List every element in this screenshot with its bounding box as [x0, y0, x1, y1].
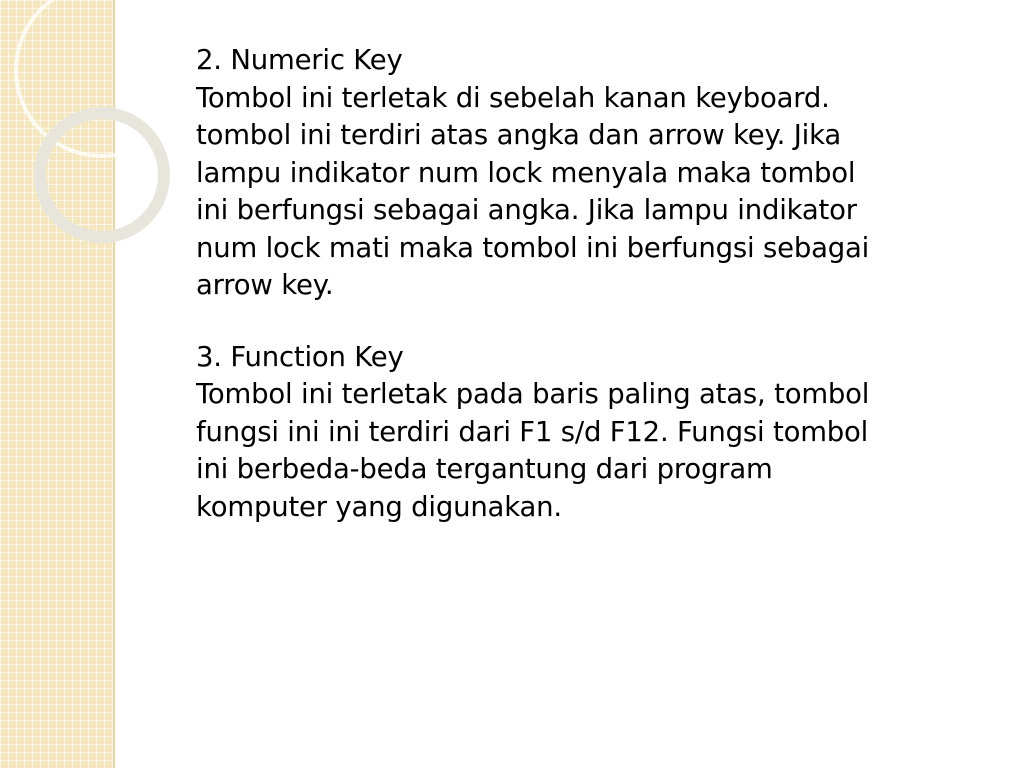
section-function-key	[196, 339, 986, 527]
body-line: ini berfungsi sebagai angka. Jika lampu indikator	[196, 194, 857, 226]
body-line: num lock mati maka tombol ini berfungsi sebagai	[196, 231, 870, 264]
section-numeric-key	[196, 42, 986, 305]
slide-body	[196, 42, 986, 526]
body-line: Tombol ini terletak di sebelah kanan keyboard.	[196, 81, 830, 114]
section-heading: 2. Numeric Key	[196, 44, 403, 76]
body-line: ini berbeda-beda tergantung dari program	[196, 453, 773, 485]
body-line: fungsi ini ini terdiri dari F1 s/d F12. Fungsi tombol	[196, 415, 869, 448]
section-heading: 3. Function Key	[196, 340, 404, 373]
upper-ring	[16, 0, 188, 156]
body-line: tombol ini terdiri atas angka dan arrow key. Jika	[196, 119, 842, 151]
body-line: lampu indikator num lock menyala maka tombol	[196, 156, 856, 189]
body-line: arrow key.	[196, 269, 334, 301]
decorative-rings	[0, 0, 130, 260]
body-line: Tombol ini terletak pada baris paling atas, tombol	[196, 378, 870, 410]
lower-ring	[40, 113, 164, 237]
body-line: komputer yang digunakan.	[196, 490, 562, 523]
